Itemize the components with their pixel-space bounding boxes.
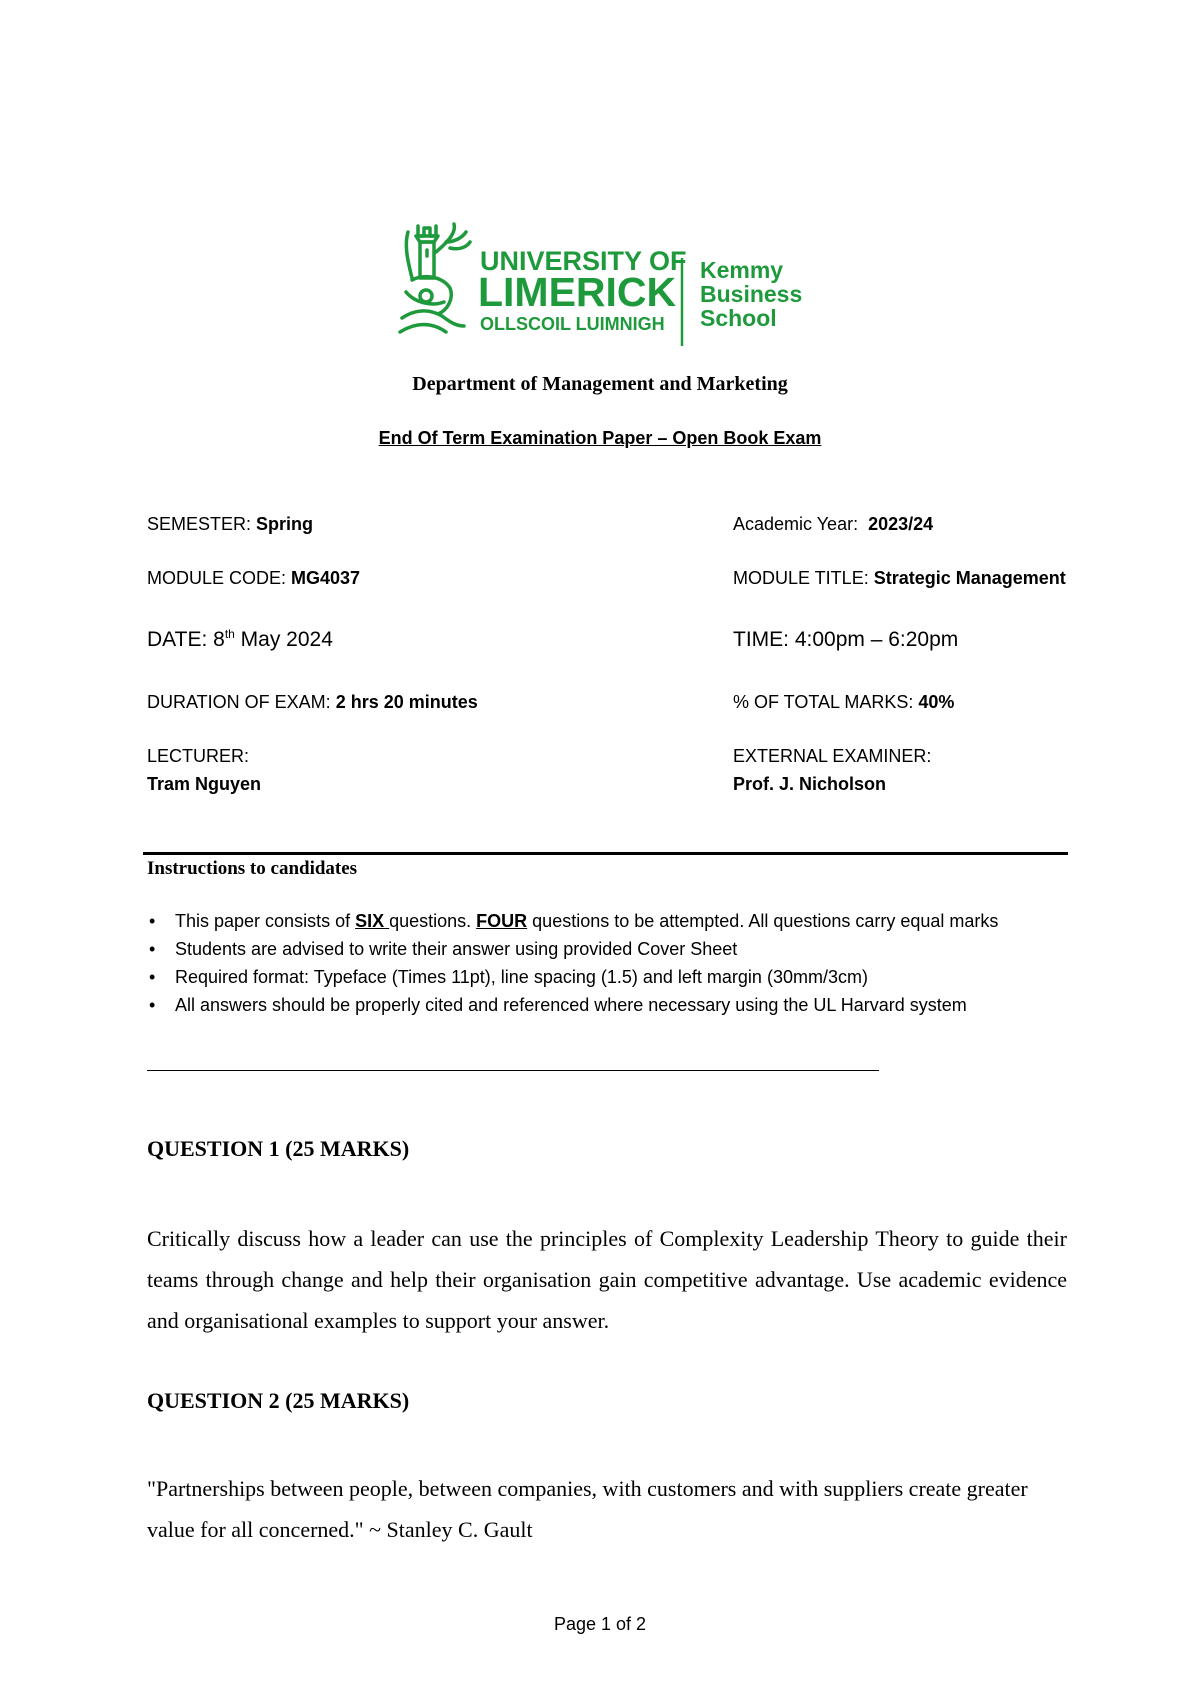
question-1-body: Critically discuss how a leader can use the principles of Complexity Leadership Theory to guide their teams through change and help their organisation gain competitive advantage. Use academic evidence and organisational examples to support your answer. <box>147 1226 1067 1333</box>
question-1-heading: QUESTION 1 (25 MARKS) <box>147 1136 410 1161</box>
module-title-value: Strategic Management <box>873 568 1066 588</box>
duration-value: 2 hrs 20 minutes <box>335 692 478 712</box>
page-number: Page 1 of 2 <box>553 1614 647 1634</box>
module-code-label: MODULE CODE: <box>147 568 292 588</box>
semester-field <box>147 514 313 535</box>
divider-line <box>147 1070 879 1071</box>
academic-year-value: 2023/24 <box>868 514 934 534</box>
exam-title: End Of Term Examination Paper – Open Book Exam <box>378 428 822 448</box>
semester-label: SEMESTER: <box>147 514 257 534</box>
list-item: • Students are advised to write their answer using provided Cover Sheet <box>147 936 1067 962</box>
list-item: • All answers should be properly cited and referenced where necessary using the UL Harvard system <box>147 992 1067 1018</box>
logo-line2: LIMERICK <box>478 269 677 315</box>
horizontal-rule <box>143 852 1068 855</box>
lecturer-value: Tram Nguyen <box>147 774 262 794</box>
date-field <box>147 628 333 652</box>
lecturer-label: LECTURER: <box>147 746 250 766</box>
instructions-heading: Instructions to candidates <box>147 858 358 879</box>
emphasis-four: FOUR <box>476 911 528 931</box>
emphasis-six: SIX <box>355 911 390 931</box>
time-label: TIME: <box>733 628 795 651</box>
module-code-value: MG4037 <box>291 568 361 588</box>
list-item: • Required format: Typeface (Times 11pt), line spacing (1.5) and left margin (30mm/3cm) <box>147 964 1067 990</box>
total-marks-label: % OF TOTAL MARKS: <box>733 692 919 712</box>
question-2-body: "Partnerships between people, between companies, with customers and with suppliers create greater value for all concerned." ~ Stanley C. Gault <box>147 1476 1028 1542</box>
external-examiner-label: EXTERNAL EXAMINER: <box>733 746 932 766</box>
total-marks-field <box>733 692 954 713</box>
date-label: DATE: <box>147 628 214 651</box>
duration-label: DURATION OF EXAM: <box>147 692 336 712</box>
instruction-text: questions to be attempted. All questions carry equal marks <box>527 911 999 931</box>
time-field <box>733 628 958 652</box>
instructions-list <box>147 908 1067 1020</box>
instruction-text: questions. <box>389 911 477 931</box>
academic-year-field <box>733 514 933 535</box>
module-code-field <box>147 568 360 589</box>
duration-field <box>147 692 478 713</box>
date-rest: May 2024 <box>234 628 333 651</box>
date-day: 8 <box>213 628 225 651</box>
logo-school-2: Business <box>700 281 803 307</box>
semester-value: Spring <box>256 514 314 534</box>
date-suffix: th <box>224 627 235 641</box>
university-logo <box>398 222 818 350</box>
logo-school-1: Kemmy <box>700 257 784 283</box>
academic-year-label: Academic Year: <box>733 514 869 534</box>
department-title: Department of Management and Marketing <box>412 373 788 395</box>
module-title-field <box>733 568 1066 589</box>
external-examiner-value: Prof. J. Nicholson <box>733 774 887 794</box>
total-marks-value: 40% <box>918 692 955 712</box>
logo-line3: OLLSCOIL LUIMNIGH <box>480 314 665 334</box>
logo-school-3: School <box>700 305 777 331</box>
time-value: 4:00pm – 6:20pm <box>794 628 959 651</box>
list-item <box>147 908 1067 934</box>
instruction-text: This paper consists of <box>175 911 356 931</box>
stag-castle-crest-icon <box>400 224 470 332</box>
logo-line1: UNIVERSITY OF <box>480 246 687 276</box>
module-title-label: MODULE TITLE: <box>733 568 874 588</box>
question-2-heading: QUESTION 2 (25 MARKS) <box>147 1388 410 1413</box>
